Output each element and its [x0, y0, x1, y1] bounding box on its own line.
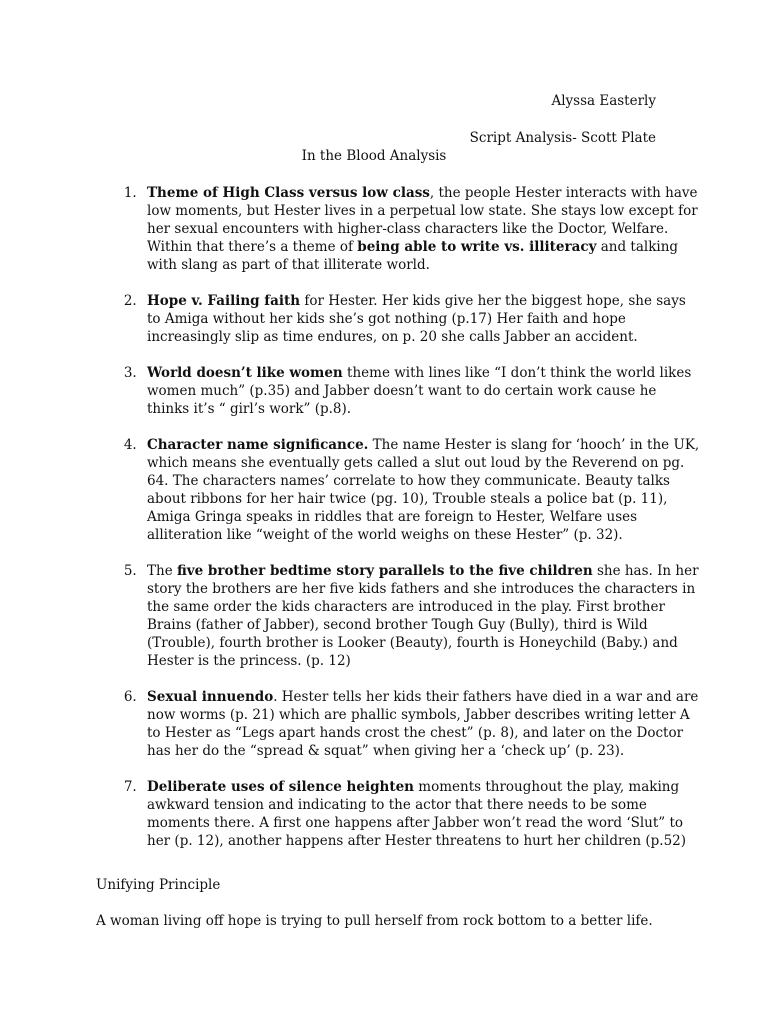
point-text: for Hester. Her kids give her the biggest hope, she says to Amiga without her kids she’s got nothing (p.17) Her faith and hope increasingly slip as time endures, on p. 20 she calls Jabber an accident. — [147, 293, 686, 345]
point-bold-text: Deliberate uses of silence heighten — [147, 779, 414, 795]
point-bold-text: Hope v. Failing faith — [147, 293, 301, 309]
point-text: . Hester tells her kids their fathers have died in a war and are now worms (p. 21) which are phallic symbols, Jabber describes writing letter A to Hester as “Legs apart hands crost the chest” (p. 8), and later on the Doctor has her do the “spread & squat” when giving her a ‘check up’ (p. 23). — [147, 689, 699, 759]
analysis-points-list — [96, 184, 701, 868]
point-bold-text: Sexual innuendo — [147, 689, 274, 705]
point-text: she has. In her story the brothers are her five kids fathers and she introduces the characters in the same order the kids characters are introduced in the play. First brother Brains (father of Jabber), second brother Tough Guy (Bully), third is Wild (Trouble), fourth brother is Looker (Beauty), fourth is Honeychild (Baby.) and Hester is the princess. (p. 12) — [147, 563, 699, 669]
analysis-point — [141, 364, 701, 418]
point-text: The name Hester is slang for ‘hooch’ in the UK, which means she eventually gets called a slut out loud by the Reverend on pg. 64. The characters names’ correlate to how they communicate. Beauty talks about ribbons for her hair twice (pg. 10), Trouble steals a police bat (p. 11), Amiga Gringa speaks in riddles that are foreign to Hester, Welfare uses alliteration like “weight of the world weighs on these Hester” (p. 32). — [147, 437, 700, 543]
point-bold-text: Theme of High Class versus low class — [147, 185, 430, 201]
author-name: Alyssa Easterly — [551, 93, 656, 109]
analysis-point — [141, 292, 701, 346]
point-bold-text: five brother bedtime story parallels to the five children — [176, 563, 593, 579]
point-text: The — [147, 563, 177, 579]
analysis-point — [141, 778, 701, 850]
point-bold-text: World doesn’t like women — [147, 365, 343, 381]
point-text: theme with lines like “I don’t think the world likes women much” (p.35) and Jabber doesn’t want to do certain work cause he thinks it’s “ girl’s work” (p.8). — [147, 365, 692, 417]
unifying-principle-heading: Unifying Principle — [96, 877, 221, 893]
course-line: Script Analysis- Scott Plate — [469, 130, 656, 146]
point-bold-text: being able to write vs. illiteracy — [357, 239, 597, 255]
document-title: In the Blood Analysis — [301, 148, 447, 164]
point-text: moments throughout the play, making awkward tension and indicating to the actor that there needs to be some moments there. A first one happens after Jabber won’t read the word ‘Slut” to her (p. 12), another happens after Hester threatens to hurt her children (p.52) — [147, 779, 687, 849]
point-bold-text: Character name significance. — [147, 437, 369, 453]
analysis-point — [141, 436, 701, 544]
unifying-principle-text: A woman living off hope is trying to pull herself from rock bottom to a better life. — [96, 913, 653, 929]
point-text: and talking with slang as part of that illiterate world. — [147, 239, 679, 273]
analysis-point — [141, 562, 701, 670]
analysis-point — [141, 688, 701, 760]
point-text: , the people Hester interacts with have low moments, but Hester lives in a perpetual low state. She stays low except for her sexual encounters with higher-class characters like the Doctor, Welfare. Within that there’s a theme of — [147, 185, 698, 255]
analysis-point — [141, 184, 701, 274]
